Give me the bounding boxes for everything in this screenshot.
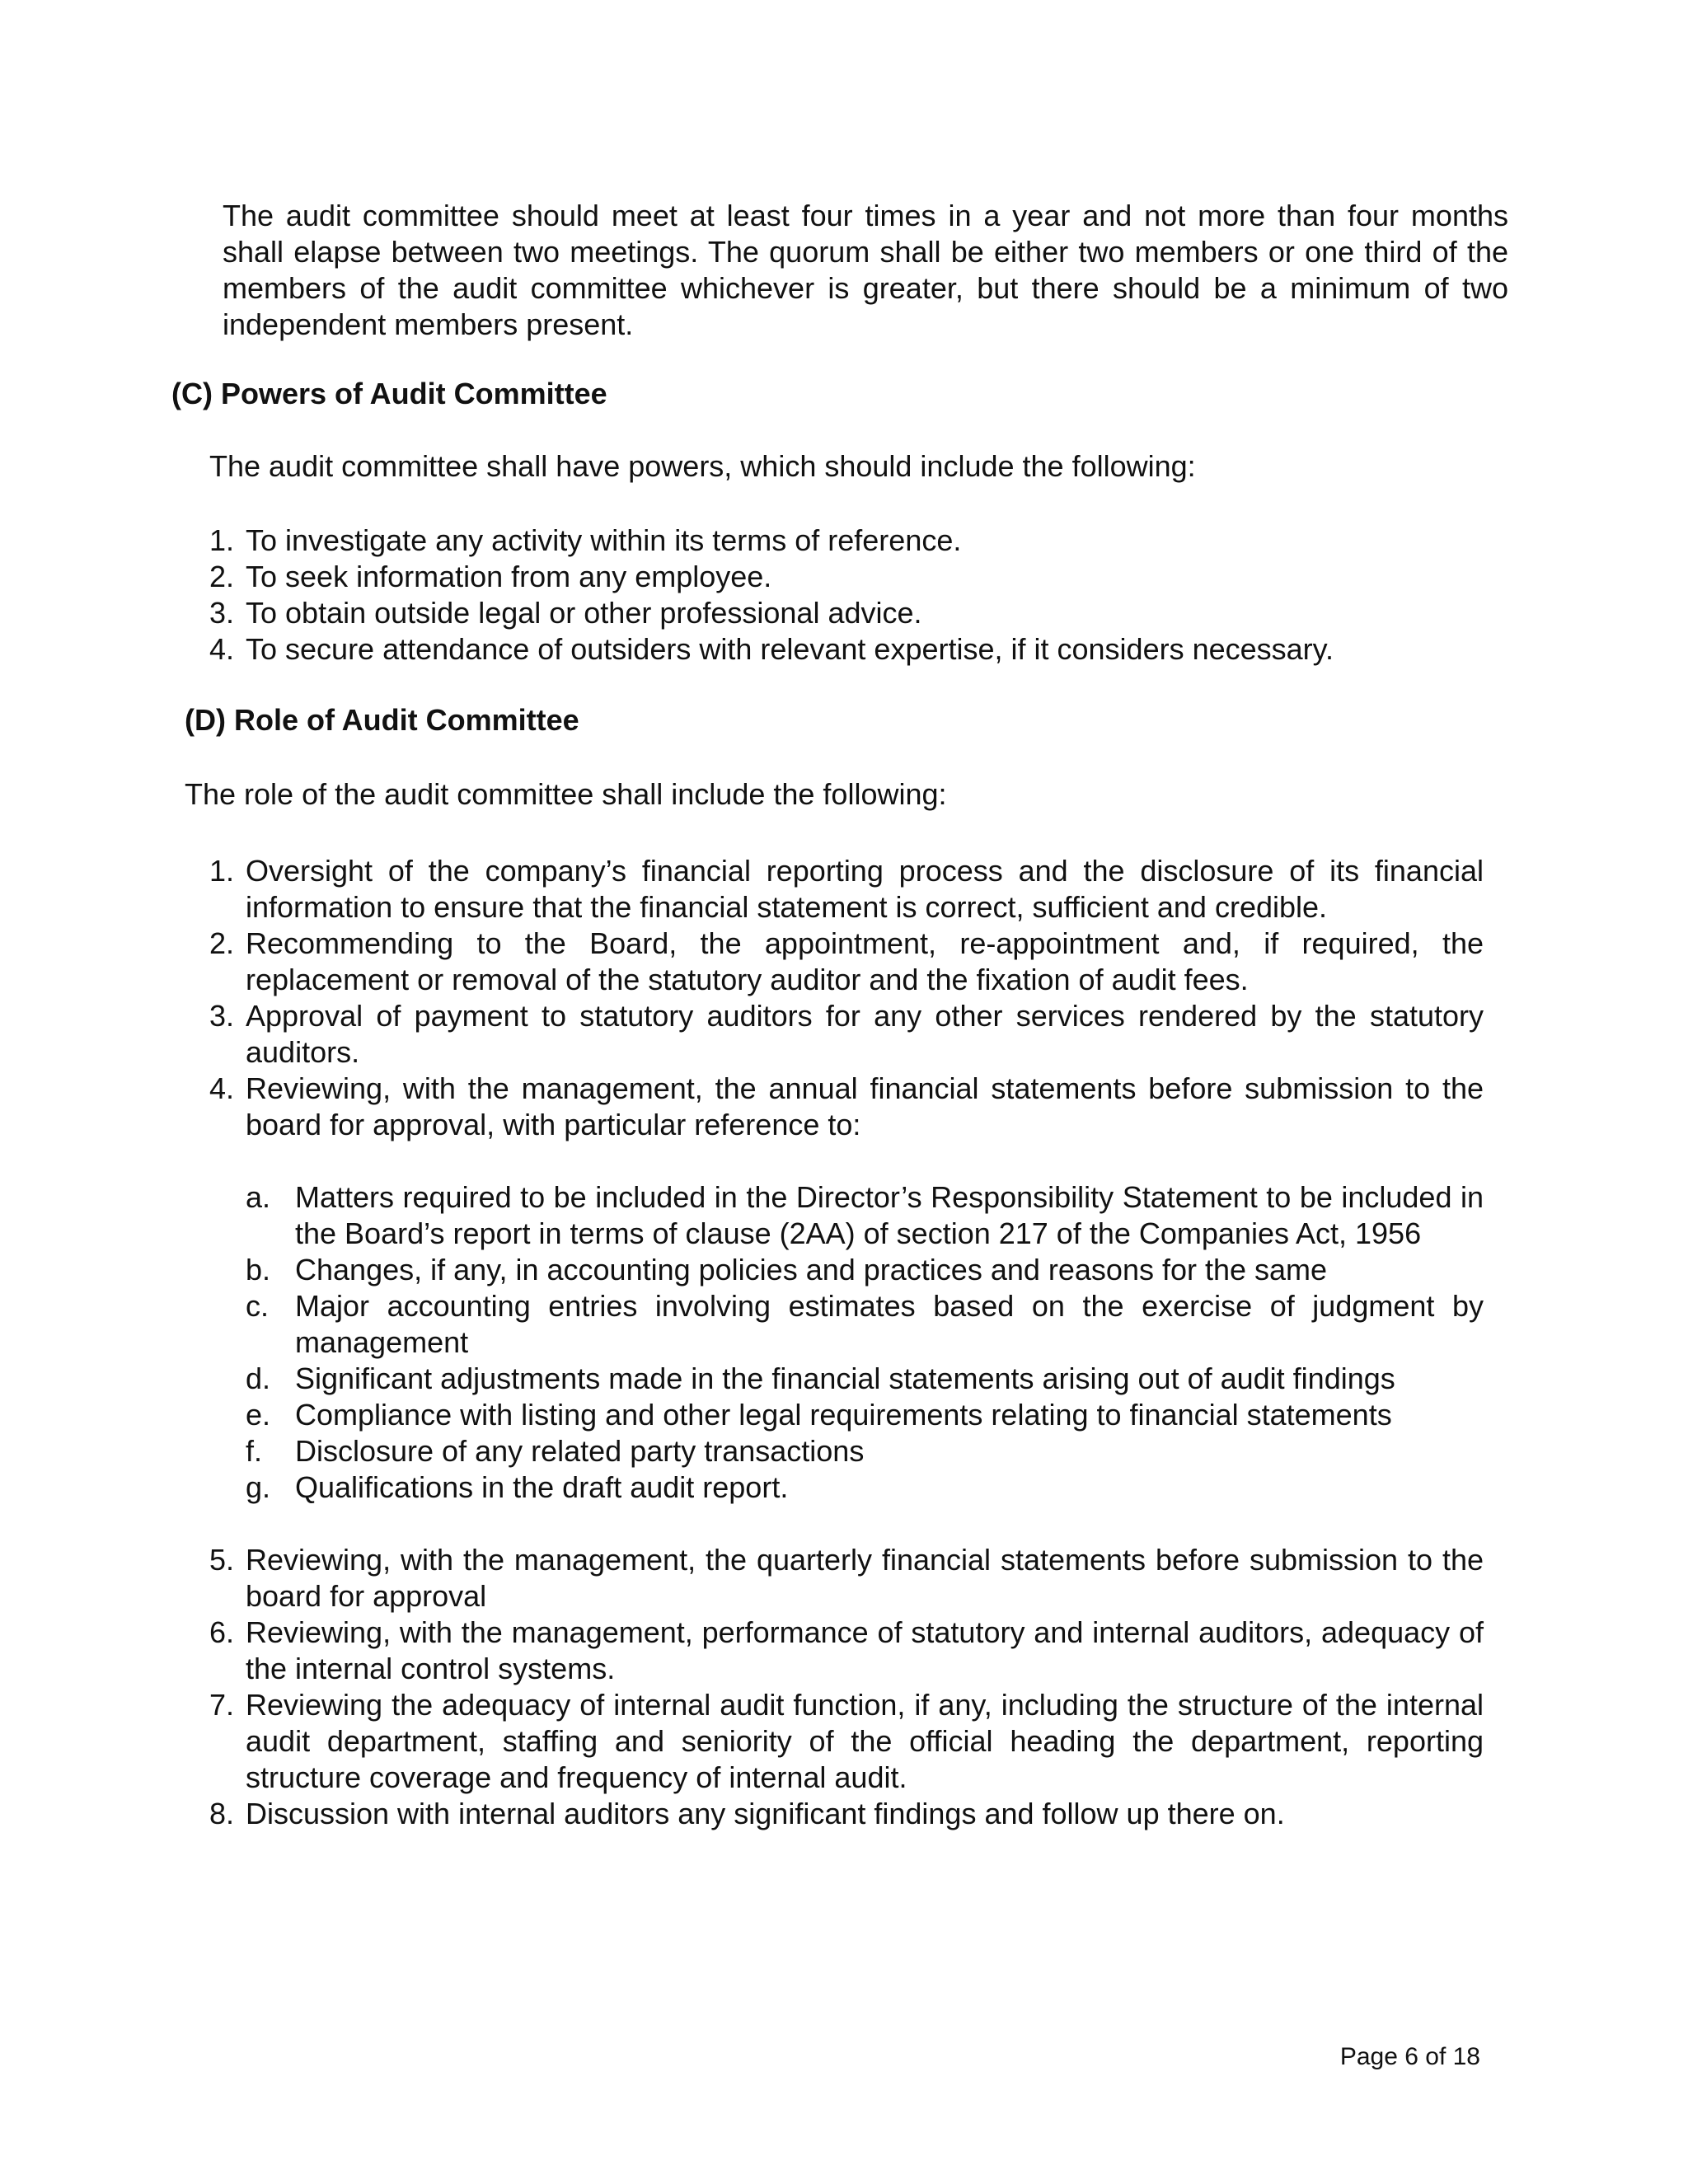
sub-list-letter: g. [246, 1470, 271, 1504]
list-number: 1. [209, 854, 235, 888]
sub-list-text: Compliance with listing and other legal requirements relating to financial statements [295, 1398, 1392, 1432]
list-item [209, 926, 1484, 998]
sub-list-text: Qualifications in the draft audit report. [295, 1470, 789, 1504]
list-item [209, 559, 1462, 595]
list-text: Oversight of the company’s financial reporting process and the disclosure of its financial information to ensure that the financial statement is correct, sufficient and credible. [246, 854, 1484, 924]
sub-list-text: Disclosure of any related party transactions [295, 1434, 865, 1468]
list-text: To seek information from any employee. [246, 560, 772, 593]
sub-list-item [246, 1179, 1484, 1252]
list-number: 2. [209, 926, 235, 960]
list-number: 1. [209, 523, 235, 557]
list-item [209, 523, 1462, 559]
list-number: 4. [209, 1071, 235, 1105]
sub-list-item [246, 1361, 1484, 1397]
sub-list-text: Changes, if any, in accounting policies and practices and reasons for the same [295, 1253, 1328, 1286]
list-item [209, 1796, 1484, 1832]
section-d-heading: (D) Role of Audit Committee [185, 703, 579, 737]
list-text: Reviewing the adequacy of internal audit function, if any, including the structure of the internal audit department, staffing and seniority of the official heading the department, reporting structure coverage and frequency of internal audit. [246, 1688, 1484, 1794]
list-item [209, 1687, 1484, 1796]
page-number: Page 6 of 18 [1339, 2043, 1480, 2070]
list-item [209, 1615, 1484, 1687]
list-number: 5. [209, 1543, 235, 1577]
role-list [209, 853, 1484, 1832]
list-item [209, 631, 1462, 668]
powers-list [209, 523, 1462, 668]
sub-list-letter: e. [246, 1398, 271, 1432]
sub-list-item [246, 1397, 1484, 1433]
list-number: 2. [209, 560, 235, 593]
list-number: 8. [209, 1797, 235, 1830]
list-item [209, 853, 1484, 926]
sub-list-item [246, 1433, 1484, 1469]
list-text: Reviewing, with the management, the annual financial statements before submission to the board for approval, with particular reference to: [246, 1071, 1484, 1141]
list-number: 4. [209, 632, 235, 666]
sub-list-text: Major accounting entries involving estimates based on the exercise of judgment by management [295, 1289, 1484, 1359]
list-number: 6. [209, 1615, 235, 1649]
sub-list [246, 1179, 1484, 1506]
sub-list-text: Significant adjustments made in the financial statements arising out of audit findings [295, 1361, 1395, 1395]
sub-list-letter: f. [246, 1434, 263, 1468]
list-item [209, 998, 1484, 1071]
list-number: 3. [209, 999, 235, 1033]
section-c-lead: The audit committee shall have powers, which should include the following: [209, 449, 1196, 483]
sub-list-item [246, 1288, 1484, 1361]
sub-list-letter: d. [246, 1361, 271, 1395]
sub-list-letter: b. [246, 1253, 271, 1286]
list-text: Recommending to the Board, the appointment, re-appointment and, if required, the replacement or removal of the statutory auditor and the fixation of audit fees. [246, 926, 1484, 996]
list-number: 7. [209, 1688, 235, 1722]
sub-list-item [246, 1252, 1484, 1288]
list-text: Reviewing, with the management, the quarterly financial statements before submission to the board for approval [246, 1543, 1484, 1613]
sub-list-item [246, 1469, 1484, 1506]
list-text: To obtain outside legal or other professional advice. [246, 596, 922, 630]
list-item [209, 1542, 1484, 1615]
sub-list-letter: a. [246, 1180, 271, 1214]
list-text: To secure attendance of outsiders with relevant expertise, if it considers necessary. [246, 632, 1334, 666]
intro-paragraph: The audit committee should meet at least four times in a year and not more than four months shall elapse between two meetings. The quorum shall be either two members or one third of the members of the audit committee whichever is greater, but there should be a minimum of two independent members present. [223, 199, 1508, 341]
list-text: Discussion with internal auditors any significant findings and follow up there on. [246, 1797, 1285, 1830]
sub-list-letter: c. [246, 1289, 270, 1323]
list-text: To investigate any activity within its terms of reference. [246, 523, 962, 557]
list-text: Reviewing, with the management, performance of statutory and internal auditors, adequacy of the internal control systems. [246, 1615, 1484, 1685]
list-item [209, 595, 1462, 631]
list-number: 3. [209, 596, 235, 630]
sub-list-text: Matters required to be included in the Director’s Responsibility Statement to be included in the Board’s report in terms of clause (2AA) of section 217 of the Companies Act, 1956 [295, 1180, 1484, 1250]
list-item [209, 1071, 1484, 1506]
section-d-lead: The role of the audit committee shall include the following: [185, 777, 947, 811]
list-text: Approval of payment to statutory auditors for any other services rendered by the statutory auditors. [246, 999, 1484, 1069]
section-c-heading: (C) Powers of Audit Committee [171, 377, 607, 410]
